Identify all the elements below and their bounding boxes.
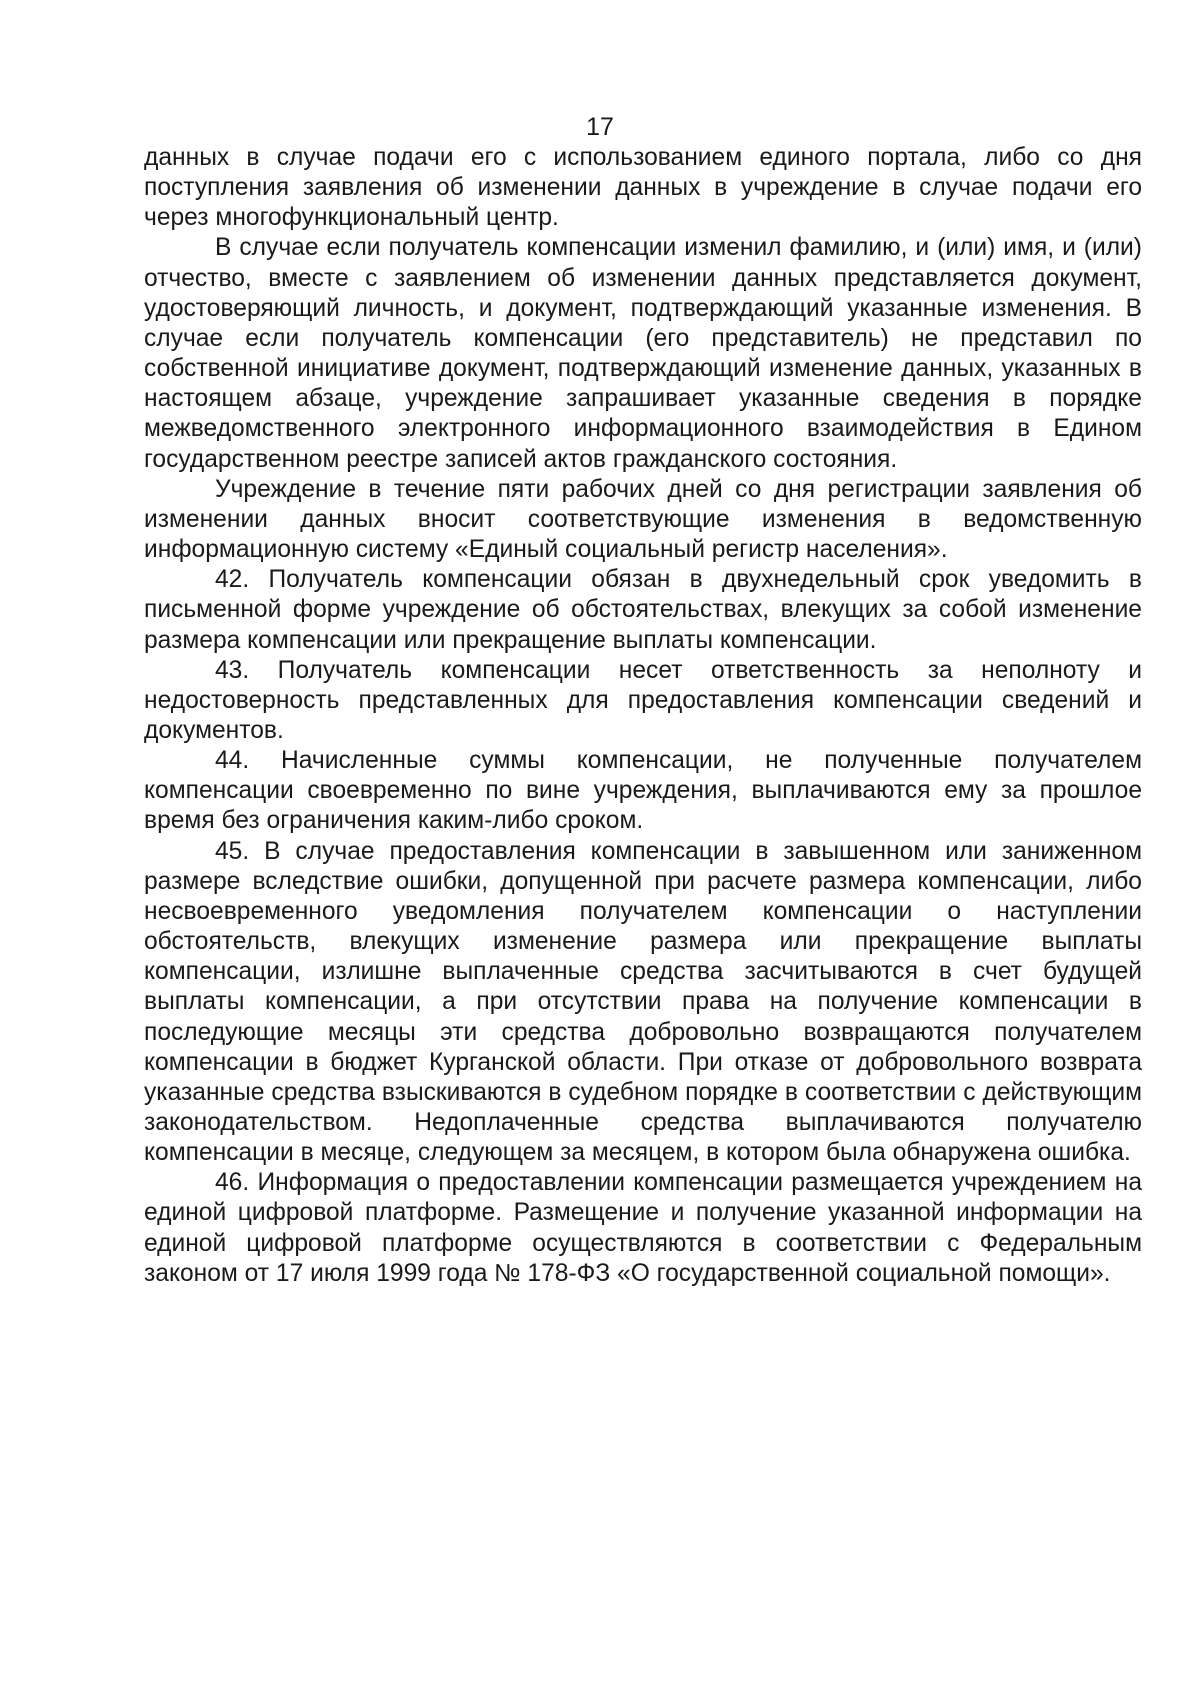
paragraph-continuation: данных в случае подачи его с использованием единого портала, либо со дня поступления заявления об изменении данных в учреждение в случае подачи его через многофункциональный центр. (144, 144, 1142, 232)
paragraph-clause-44: 44. Начисленные суммы компенсации, не полученные получателем компенсации своевременно по вине учреждения, выплачиваются ему за прошлое время без ограничения каким-либо сроком. (144, 747, 1142, 835)
paragraph-clause-43: 43. Получатель компенсации несет ответственность за неполноту и недостоверность представленных для предоставления компенсации сведений и документов. (144, 656, 1142, 744)
paragraph-clause-46: 46. Информация о предоставлении компенсации размещается учреждением на единой цифровой платформе. Размещение и получение указанной информации на единой цифровой платформе осуществляются в соответствии с Федеральным законом от 17 июля 1999 года № 178-ФЗ «О государственной социальной помощи». (144, 1169, 1142, 1287)
paragraph-clause-42: 42. Получатель компенсации обязан в двухнедельный срок уведомить в письменной форме учреждение об обстоятельствах, влекущих за собой изменение размера компенсации или прекращение выплаты компенсации. (144, 566, 1142, 654)
paragraph-name-change: В случае если получатель компенсации изменил фамилию, и (или) имя, и (или) отчество, вместе с заявлением об изменении данных представляется документ, удостоверяющий личность, и документ, подтверждающий указанные изменения. В случае если получатель компенсации (его представитель) не представил по собственной инициативе документ, подтверждающий изменение данных, указанных в настоящем абзаце, учреждение запрашивает указанные сведения в порядке межведомственного электронного информационного взаимодействия в Едином государственном реестре записей актов гражданского состояния. (144, 234, 1142, 473)
page-number: 17 (586, 113, 614, 141)
document-body (144, 143, 1142, 1289)
paragraph-clause-45: 45. В случае предоставления компенсации в завышенном или заниженном размере вследствие ошибки, допущенной при расчете размера компенсации, либо несвоевременного уведомления получателем компенсации о наступлении обстоятельств, влекущих изменение размера или прекращение выплаты компенсации, излишне выплаченные средства засчитываются в счет будущей выплаты компенсации, а при отсутствии права на получение компенсации в последующие месяцы эти средства добровольно возвращаются получателем компенсации в бюджет Курганской области. При отказе от добровольного возврата указанные средства взыскиваются в судебном порядке в соответствии с действующим законодательством. Недоплаченные средства выплачиваются получателю компенсации в месяце, следующем за месяцем, в котором была обнаружена ошибка. (144, 837, 1142, 1167)
paragraph-registry-update: Учреждение в течение пяти рабочих дней со дня регистрации заявления об изменении данных вносит соответствующие изменения в ведомственную информационную систему «Единый социальный регистр населения». (144, 475, 1142, 564)
